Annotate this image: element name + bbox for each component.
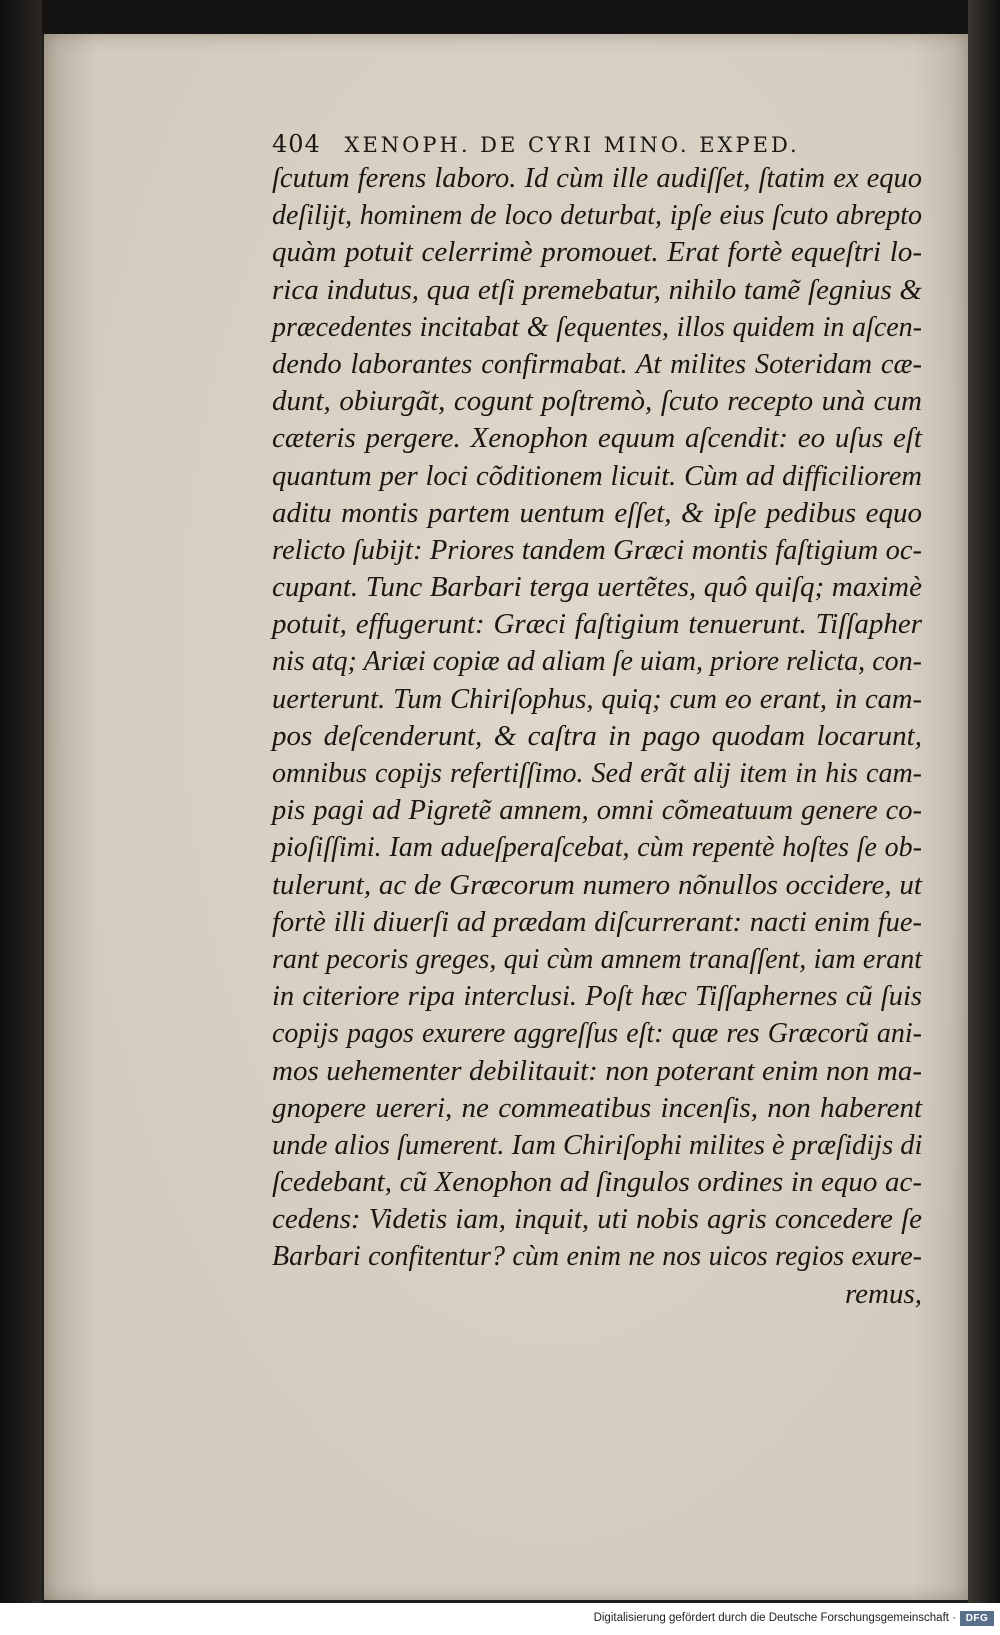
text-line: præcedentes incitabat & ſequentes, illos quidem in aſcen- bbox=[272, 311, 922, 343]
scan-top-edge bbox=[0, 0, 1000, 34]
text-line: rica indutus, qua etſi premebatur, nihilo tamẽ ſegnius & bbox=[272, 273, 922, 306]
text-line: relicto ſubijt: Priores tandem Græci montis faſtigium oc- bbox=[272, 534, 922, 566]
text-line: uerterunt. Tum Chiriſophus, quiq; cum eo erant, in cam- bbox=[272, 683, 922, 715]
text-line: in citeriore ripa interclusi. Poſt hæc Tiſſaphernes cũ ſuis bbox=[272, 981, 922, 1013]
page-header bbox=[272, 130, 912, 158]
text-line: aditu montis partem uentum eſſet, & ipſe pedibus equo bbox=[272, 496, 922, 529]
text-line: cedens: Videtis iam, inquit, uti nobis agris concedere ſe bbox=[272, 1203, 922, 1236]
text-line: mos uehementer debilitauit: non poterant enim non ma- bbox=[272, 1054, 922, 1087]
book-edge bbox=[968, 0, 1000, 1603]
text-line: gnopere uereri, ne commeatibus incenſis, non haberent bbox=[272, 1091, 922, 1124]
text-line: dendo laborantes confirmabat. At milites Soteridam cæ- bbox=[272, 348, 922, 380]
body-text bbox=[272, 160, 922, 1313]
text-line: ſcedebant, cũ Xenophon ad ſingulos ordines in equo ac- bbox=[272, 1166, 922, 1199]
text-line: copijs pagos exurere aggreſſus eſt: quæ res Græcorũ ani- bbox=[272, 1018, 922, 1050]
running-head: XENOPH. DE CYRI MINO. EXPED. bbox=[344, 133, 800, 157]
text-line: tulerunt, ac de Græcorum numero nõnullos occidere, ut bbox=[272, 868, 922, 901]
text-line: potuit, effugerunt: Græci faſtigium tenuerunt. Tiſſapher bbox=[272, 608, 922, 641]
dfg-logo: DFG bbox=[960, 1611, 994, 1626]
text-line: rant pecoris greges, qui cùm amnem tranaſſent, iam erant bbox=[272, 943, 922, 975]
text-line: nis atq; Ariæi copiæ ad aliam ſe uiam, priore relicta, con- bbox=[272, 646, 922, 678]
text-line: pos deſcenderunt, & caſtra in pago quodam locarunt, bbox=[272, 719, 922, 752]
text-line: quàm potuit celerrimè promouet. Erat fortè equeſtri lo- bbox=[272, 236, 922, 269]
text-line: dunt, obiurgãt, cogunt poſtremò, ſcuto recepto unà cum bbox=[272, 385, 922, 418]
funding-notice: Digitalisierung gefördert durch die Deutsche Forschungsgemeinschaft · bbox=[593, 1612, 956, 1624]
text-line: pioſiſſimi. Iam adueſperaſcebat, cùm repentè hoſtes ſe ob- bbox=[272, 832, 922, 864]
text-line: cupant. Tunc Barbari terga uertẽtes, quô quiſq; maximè bbox=[272, 571, 922, 604]
catchword: remus, bbox=[844, 1277, 922, 1310]
text-line: Barbari confitentur? cùm enim ne nos uicos regios exure- bbox=[272, 1241, 922, 1273]
footer-bar bbox=[0, 1603, 1000, 1635]
text-line: fortè illi diuerſi ad prædam diſcurrerant: nacti enim fue- bbox=[272, 906, 922, 938]
book-binding bbox=[0, 0, 42, 1603]
text-line: unde alios ſumerent. Iam Chiriſophi milites è præſidijs di bbox=[272, 1129, 923, 1161]
text-line: ſcutum ferens laboro. Id cùm ille audiſſet, ſtatim ex equo bbox=[272, 163, 922, 194]
text-line: deſilijt, hominem de loco deturbat, ipſe eius ſcuto abrepto bbox=[272, 200, 922, 232]
text-line: quantum per loci cõditionem licuit. Cùm ad difficiliorem bbox=[272, 460, 922, 492]
text-line: pis pagi ad Pigretẽ amnem, omni cõmeatuum genere co- bbox=[272, 795, 922, 827]
text-line: omnibus copijs refertiſſimo. Sed erãt alij item in his cam- bbox=[272, 758, 922, 789]
page-number: 404 bbox=[272, 130, 321, 158]
text-line: cæteris pergere. Xenophon equum aſcendit: eo uſus eſt bbox=[272, 422, 922, 455]
